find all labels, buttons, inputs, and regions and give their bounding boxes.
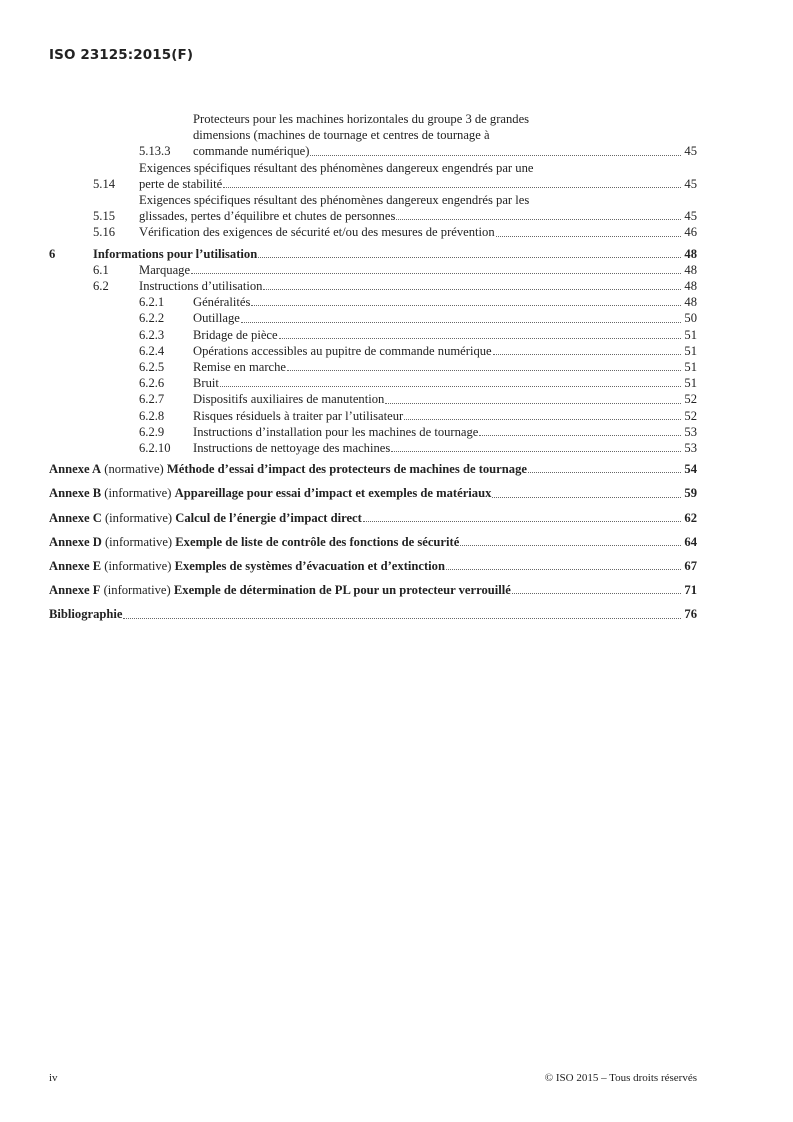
toc-page-number: 51 <box>684 360 697 375</box>
annex-kind: (informative) <box>104 559 172 574</box>
toc-number: 5.15 <box>93 209 116 224</box>
toc-title: Remise en marche <box>193 360 287 375</box>
toc-title-line: Exigences spécifiques résultant des phénomènes dangereux engendrés par les <box>139 193 530 208</box>
toc-title-line: commande numérique) <box>193 144 310 159</box>
toc-title: Bruit <box>193 376 219 391</box>
toc-title: Appareillage pour essai d’impact et exemples de matériaux <box>174 486 492 501</box>
toc-page-number: 50 <box>684 311 697 326</box>
toc-number: 6.2.2 <box>139 311 165 326</box>
dot-leader <box>279 338 681 339</box>
toc-entry-annex-f[interactable] <box>49 582 697 598</box>
toc-title: Généralités <box>193 295 251 310</box>
annex-kind: (informative) <box>104 486 172 501</box>
annex-label: Annexe F <box>49 583 101 598</box>
toc-number: 6.2.6 <box>139 376 165 391</box>
toc-number: 6.1 <box>93 262 109 277</box>
toc-number: 6.2.10 <box>139 441 171 456</box>
toc-page-number: 45 <box>684 209 697 224</box>
toc-entry-6-2-7[interactable] <box>49 391 697 407</box>
toc-entry-annex-c[interactable] <box>49 510 697 526</box>
toc-entry-5-13-3[interactable] <box>49 111 697 160</box>
toc-number: 5.14 <box>93 176 116 191</box>
toc-number: 6.2.9 <box>139 424 165 439</box>
toc-entry-6-2-8[interactable] <box>49 408 697 424</box>
toc-entry-6-2[interactable] <box>49 278 697 294</box>
toc-entry-annex-e[interactable] <box>49 558 697 574</box>
toc-entry-5-15[interactable] <box>49 192 697 224</box>
toc-page-number: 52 <box>684 408 697 423</box>
dot-leader <box>396 219 681 220</box>
annex-kind: (informative) <box>104 534 173 549</box>
toc-number: 6.2.3 <box>139 327 165 342</box>
dot-leader <box>310 155 681 156</box>
toc-page-number: 51 <box>684 327 697 342</box>
toc-title: Bibliographie <box>49 607 123 622</box>
toc-entry-bibliography[interactable] <box>49 606 697 622</box>
toc-title-line: Protecteurs pour les machines horizontales du groupe 3 de grandes <box>193 112 530 126</box>
toc-entry-6-2-5[interactable] <box>49 359 697 375</box>
toc-title: Instructions d’installation pour les machines de tournage <box>193 424 479 439</box>
toc-page-number: 76 <box>684 607 697 622</box>
toc-title: Risques résiduels à traiter par l’utilisateur <box>193 408 404 423</box>
dot-leader <box>123 618 681 619</box>
dot-leader <box>385 403 681 404</box>
table-of-contents <box>49 111 697 623</box>
toc-title: Vérification des exigences de sécurité et/ou des mesures de prévention <box>139 225 495 240</box>
toc-entry-6-2-2[interactable] <box>49 310 697 326</box>
toc-title: Informations pour l’utilisation <box>93 246 258 261</box>
dot-leader <box>241 322 681 323</box>
copyright-footer: © ISO 2015 – Tous droits réservés <box>544 1072 697 1084</box>
toc-page-number: 51 <box>684 376 697 391</box>
toc-title: Méthode d’essai d’impact des protecteurs de machines de tournage <box>166 462 527 477</box>
dot-leader <box>251 305 681 306</box>
toc-title: Marquage <box>139 262 191 277</box>
toc-entry-5-14[interactable] <box>49 160 697 192</box>
document-id-header: ISO 23125:2015(F) <box>49 47 194 63</box>
dot-leader <box>263 289 681 290</box>
dot-leader <box>479 435 681 436</box>
toc-page-number: 59 <box>684 486 697 501</box>
toc-page-number: 53 <box>684 424 697 439</box>
toc-title: Dispositifs auxiliaires de manutention <box>193 392 385 407</box>
dot-leader <box>223 187 681 188</box>
toc-entry-6-2-1[interactable] <box>49 294 697 310</box>
toc-page-number: 62 <box>684 510 697 525</box>
toc-number: 6 <box>49 246 56 261</box>
annex-kind: (informative) <box>104 510 173 525</box>
dot-leader <box>220 386 681 387</box>
toc-title: Exemple de détermination de PL pour un protecteur verrouillé <box>173 583 511 598</box>
annex-label: Annexe A <box>49 462 102 477</box>
toc-entry-5-16[interactable] <box>49 224 697 240</box>
annex-label: Annexe C <box>49 510 102 525</box>
dot-leader <box>493 354 681 355</box>
dot-leader <box>512 593 681 594</box>
dot-leader <box>460 545 681 546</box>
toc-page-number: 46 <box>684 225 697 240</box>
toc-page-number: 45 <box>684 176 697 191</box>
toc-number: 6.2.5 <box>139 360 165 375</box>
page-number-footer: iv <box>49 1072 58 1084</box>
toc-entry-6-2-9[interactable] <box>49 424 697 440</box>
toc-title: Instructions de nettoyage des machines <box>193 441 391 456</box>
annex-label: Annexe B <box>49 486 102 501</box>
toc-entry-annex-a[interactable] <box>49 461 697 477</box>
toc-page-number: 64 <box>684 534 697 549</box>
toc-entry-6-2-10[interactable] <box>49 440 697 456</box>
toc-page-number: 52 <box>684 392 697 407</box>
toc-title-line: Exigences spécifiques résultant des phénomènes dangereux engendrés par une <box>139 160 534 175</box>
dot-leader <box>492 497 681 498</box>
annex-kind: (normative) <box>104 462 164 477</box>
toc-entry-6-2-6[interactable] <box>49 375 697 391</box>
dot-leader <box>446 569 681 570</box>
toc-number: 6.2.1 <box>139 295 165 310</box>
toc-page-number: 48 <box>684 295 697 310</box>
dot-leader <box>404 419 681 420</box>
toc-page-number: 67 <box>684 559 697 574</box>
toc-number: 5.13.3 <box>139 144 171 159</box>
dot-leader <box>191 273 681 274</box>
toc-title: Exemples de systèmes d’évacuation et d’extinction <box>174 559 445 574</box>
annex-label: Annexe D <box>49 534 102 549</box>
toc-entry-annex-d[interactable] <box>49 534 697 550</box>
toc-title: Instructions d’utilisation <box>139 279 263 294</box>
toc-entry-annex-b[interactable] <box>49 485 697 501</box>
toc-page-number: 48 <box>684 246 697 261</box>
toc-page-number: 51 <box>684 343 697 358</box>
toc-page-number: 71 <box>684 583 697 598</box>
dot-leader <box>528 472 681 473</box>
toc-title: Calcul de l’énergie d’impact direct <box>175 510 362 525</box>
annex-kind: (informative) <box>103 583 171 598</box>
toc-title-line: glissades, pertes d’équilibre et chutes de personnes <box>139 209 396 224</box>
annex-label: Annexe E <box>49 559 102 574</box>
dot-leader <box>363 521 681 522</box>
toc-entry-6-1[interactable] <box>49 262 697 278</box>
toc-number: 6.2.4 <box>139 343 165 358</box>
dot-leader <box>496 236 681 237</box>
toc-entry-6-2-4[interactable] <box>49 343 697 359</box>
toc-number: 6.2.7 <box>139 392 165 407</box>
toc-entry-6[interactable] <box>49 246 697 262</box>
toc-title: Bridage de pièce <box>193 327 278 342</box>
toc-title: Opérations accessibles au pupitre de commande numérique <box>193 343 492 358</box>
toc-page-number: 45 <box>684 144 697 159</box>
toc-entry-6-2-3[interactable] <box>49 327 697 343</box>
dot-leader <box>258 257 681 258</box>
toc-number: 6.2 <box>93 279 109 294</box>
dot-leader <box>391 451 681 452</box>
toc-number: 5.16 <box>93 225 116 240</box>
toc-title: Outillage <box>193 311 240 326</box>
toc-title-line: dimensions (machines de tournage et centres de tournage à <box>193 128 490 143</box>
toc-page-number: 48 <box>684 279 697 294</box>
toc-page-number: 54 <box>684 462 697 477</box>
toc-title-line: perte de stabilité <box>139 176 223 191</box>
toc-number: 6.2.8 <box>139 408 165 423</box>
toc-page-number: 48 <box>684 262 697 277</box>
dot-leader <box>287 370 681 371</box>
toc-page-number: 53 <box>684 441 697 456</box>
toc-title: Exemple de liste de contrôle des fonctions de sécurité <box>175 534 460 549</box>
